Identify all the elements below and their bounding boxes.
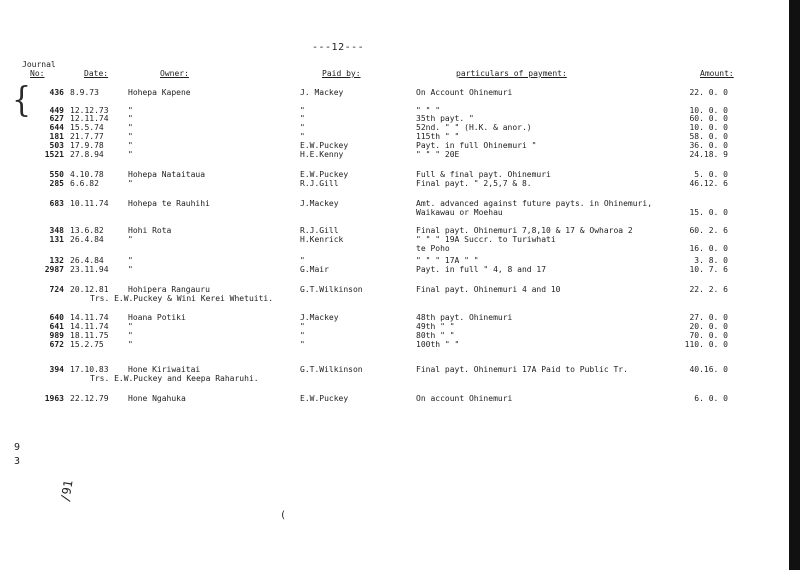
paid-by: " <box>300 123 305 132</box>
header-owner: Owner: <box>160 69 189 78</box>
amount: 15. 0. 0 <box>689 208 728 217</box>
amount: 22. 0. 0 <box>689 88 728 97</box>
margin-mark: 3 <box>14 456 21 467</box>
entry-date: 12.11.74 <box>70 114 109 123</box>
journal-number: 449 <box>49 106 64 115</box>
paid-by: " <box>300 331 305 340</box>
owner-name: " <box>128 132 133 141</box>
entry-date: 14.11.74 <box>70 322 109 331</box>
journal-number: 644 <box>49 123 64 132</box>
particulars: 80th " " <box>416 331 455 340</box>
owner-name: " <box>128 331 133 340</box>
particulars: " " " 20E <box>416 150 460 159</box>
entry-date: 13.6.82 <box>70 226 104 235</box>
entry-date: 6.6.82 <box>70 179 99 188</box>
amount: 10. 0. 0 <box>689 106 728 115</box>
amount: 70. 0. 0 <box>689 331 728 340</box>
paid-by: G.T.Wilkinson <box>300 285 363 294</box>
trustee-note: Trs. E.W.Puckey & Wini Kerei Whetuiti. <box>90 294 274 303</box>
margin-mark: 9 <box>14 442 21 453</box>
owner-name: Hone Ngahuka <box>128 394 186 403</box>
margin-mark: /91 <box>58 479 76 503</box>
owner-name: " <box>128 179 133 188</box>
owner-name: Hohepa Nataitaua <box>128 170 206 179</box>
scan-edge <box>789 0 800 570</box>
owner-name: " <box>128 123 133 132</box>
journal-number: 132 <box>49 256 64 265</box>
entry-date: 15.2.75 <box>70 340 104 349</box>
particulars: " " " 19A Succr. to Turiwhati <box>416 235 556 244</box>
paid-by: E.W.Puckey <box>300 141 349 150</box>
amount: 6. 0. 0 <box>694 394 728 403</box>
amount: 22. 2. 6 <box>689 285 728 294</box>
entry-date: 17.9.78 <box>70 141 104 150</box>
paid-by: E.W.Puckey <box>300 394 349 403</box>
journal-number: 683 <box>49 199 64 208</box>
header-particulars: particulars of payment: <box>456 69 567 78</box>
trustee-note: Trs. E.W.Puckey and Keepa Raharuhi. <box>90 374 259 383</box>
entry-date: 8.9.73 <box>70 88 99 97</box>
entry-date: 22.12.79 <box>70 394 109 403</box>
journal-number: 672 <box>49 340 64 349</box>
owner-name: Hohepa te Rauhihi <box>128 199 210 208</box>
owner-name: " <box>128 322 133 331</box>
header-paid-by: Paid by: <box>322 69 361 78</box>
particulars: 52nd. " " (H.K. & anor.) <box>416 123 532 132</box>
paid-by: G.Mair <box>300 265 329 274</box>
paid-by: " <box>300 340 305 349</box>
owner-name: " <box>128 265 133 274</box>
amount: 36. 0. 0 <box>689 141 728 150</box>
owner-name: Hohi Rota <box>128 226 172 235</box>
owner-name: " <box>128 256 133 265</box>
journal-number: 181 <box>49 132 64 141</box>
owner-name: Hohipera Rangauru <box>128 285 210 294</box>
header-journal-line1: Journal <box>22 60 56 69</box>
paid-by: J.Mackey <box>300 199 339 208</box>
owner-name: " <box>128 106 133 115</box>
paid-by: J.Mackey <box>300 313 339 322</box>
particulars: " " " 17A " " <box>416 256 479 265</box>
paid-by: H.Kenrick <box>300 235 344 244</box>
entry-date: 4.10.78 <box>70 170 104 179</box>
particulars: 48th payt. Ohinemuri <box>416 313 513 322</box>
paid-by: " <box>300 106 305 115</box>
amount: 58. 0. 0 <box>689 132 728 141</box>
owner-name: Hoana Potiki <box>128 313 186 322</box>
particulars: 49th " " <box>416 322 455 331</box>
amount: 3. 8. 0 <box>694 256 728 265</box>
entry-date: 23.11.94 <box>70 265 109 274</box>
amount: 60. 0. 0 <box>689 114 728 123</box>
paid-by: G.T.Wilkinson <box>300 365 363 374</box>
paid-by: " <box>300 114 305 123</box>
header-date: Date: <box>84 69 109 78</box>
particulars: Payt. in full Ohinemuri " <box>416 141 537 150</box>
entry-date: 21.7.77 <box>70 132 104 141</box>
amount: 46.12. 6 <box>689 179 728 188</box>
journal-number: 394 <box>49 365 64 374</box>
journal-number: 627 <box>49 114 64 123</box>
paid-by: E.W.Puckey <box>300 170 349 179</box>
journal-number: 348 <box>49 226 64 235</box>
entry-date: 14.11.74 <box>70 313 109 322</box>
journal-number: 641 <box>49 322 64 331</box>
journal-number: 285 <box>49 179 64 188</box>
particulars: Final payt. Ohinemuri 17A Paid to Public Tr. <box>416 365 628 374</box>
particulars: Final payt. Ohinemuri 7,8,10 & 17 & Owharoa 2 <box>416 226 633 235</box>
margin-mark: ( <box>280 510 287 521</box>
particulars: " " " <box>416 106 441 115</box>
journal-number: 1521 <box>44 150 64 159</box>
header-amount: Amount: <box>700 69 734 78</box>
paid-by: " <box>300 256 305 265</box>
owner-name: " <box>128 150 133 159</box>
journal-number: 2987 <box>44 265 64 274</box>
journal-number: 724 <box>49 285 64 294</box>
journal-number: 989 <box>49 331 64 340</box>
paid-by: R.J.Gill <box>300 226 339 235</box>
entry-date: 18.11.75 <box>70 331 109 340</box>
paid-by: " <box>300 322 305 331</box>
particulars: Full & final payt. Ohinemuri <box>416 170 551 179</box>
particulars: 35th payt. " <box>416 114 474 123</box>
owner-name: " <box>128 340 133 349</box>
journal-number: 436 <box>49 88 64 97</box>
owner-name: Hone Kiriwaitai <box>128 365 201 374</box>
particulars: te Poho <box>416 244 450 253</box>
owner-name: " <box>128 235 133 244</box>
journal-number: 1963 <box>44 394 64 403</box>
entry-date: 10.11.74 <box>70 199 109 208</box>
amount: 5. 0. 0 <box>694 170 728 179</box>
entry-date: 26.4.84 <box>70 256 104 265</box>
amount: 27. 0. 0 <box>689 313 728 322</box>
paid-by: " <box>300 132 305 141</box>
paid-by: R.J.Gill <box>300 179 339 188</box>
amount: 10. 0. 0 <box>689 123 728 132</box>
amount: 16. 0. 0 <box>689 244 728 253</box>
particulars: Final payt. " 2,5,7 & 8. <box>416 179 532 188</box>
paid-by: H.E.Kenny <box>300 150 344 159</box>
entry-date: 26.4.84 <box>70 235 104 244</box>
header-journal-line2: No: <box>30 69 45 78</box>
paid-by: J. Mackey <box>300 88 344 97</box>
journal-number: 550 <box>49 170 64 179</box>
particulars: Waikawau or Moehau <box>416 208 503 217</box>
amount: 40.16. 0 <box>689 365 728 374</box>
particulars: Final payt. Ohinemuri 4 and 10 <box>416 285 561 294</box>
brace-mark: { <box>12 80 32 121</box>
particulars: Amt. advanced against future payts. in Ohinemuri, <box>416 199 653 208</box>
particulars: Payt. in full " 4, 8 and 17 <box>416 265 547 274</box>
amount: 10. 7. 6 <box>689 265 728 274</box>
entry-date: 20.12.81 <box>70 285 109 294</box>
entry-date: 27.8.94 <box>70 150 104 159</box>
amount: 110. 0. 0 <box>684 340 728 349</box>
page-number: ---12--- <box>312 42 365 53</box>
owner-name: " <box>128 141 133 150</box>
particulars: On account Ohinemuri <box>416 394 513 403</box>
amount: 20. 0. 0 <box>689 322 728 331</box>
amount: 60. 2. 6 <box>689 226 728 235</box>
journal-number: 131 <box>49 235 64 244</box>
particulars: On Account Ohinemuri <box>416 88 513 97</box>
journal-number: 503 <box>49 141 64 150</box>
entry-date: 17.10.83 <box>70 365 109 374</box>
particulars: 100th " " <box>416 340 460 349</box>
journal-number: 640 <box>49 313 64 322</box>
entry-date: 15.5.74 <box>70 123 104 132</box>
particulars: 115th " " <box>416 132 460 141</box>
owner-name: Hohepa Kapene <box>128 88 191 97</box>
owner-name: " <box>128 114 133 123</box>
entry-date: 12.12.73 <box>70 106 109 115</box>
amount: 24.18. 9 <box>689 150 728 159</box>
